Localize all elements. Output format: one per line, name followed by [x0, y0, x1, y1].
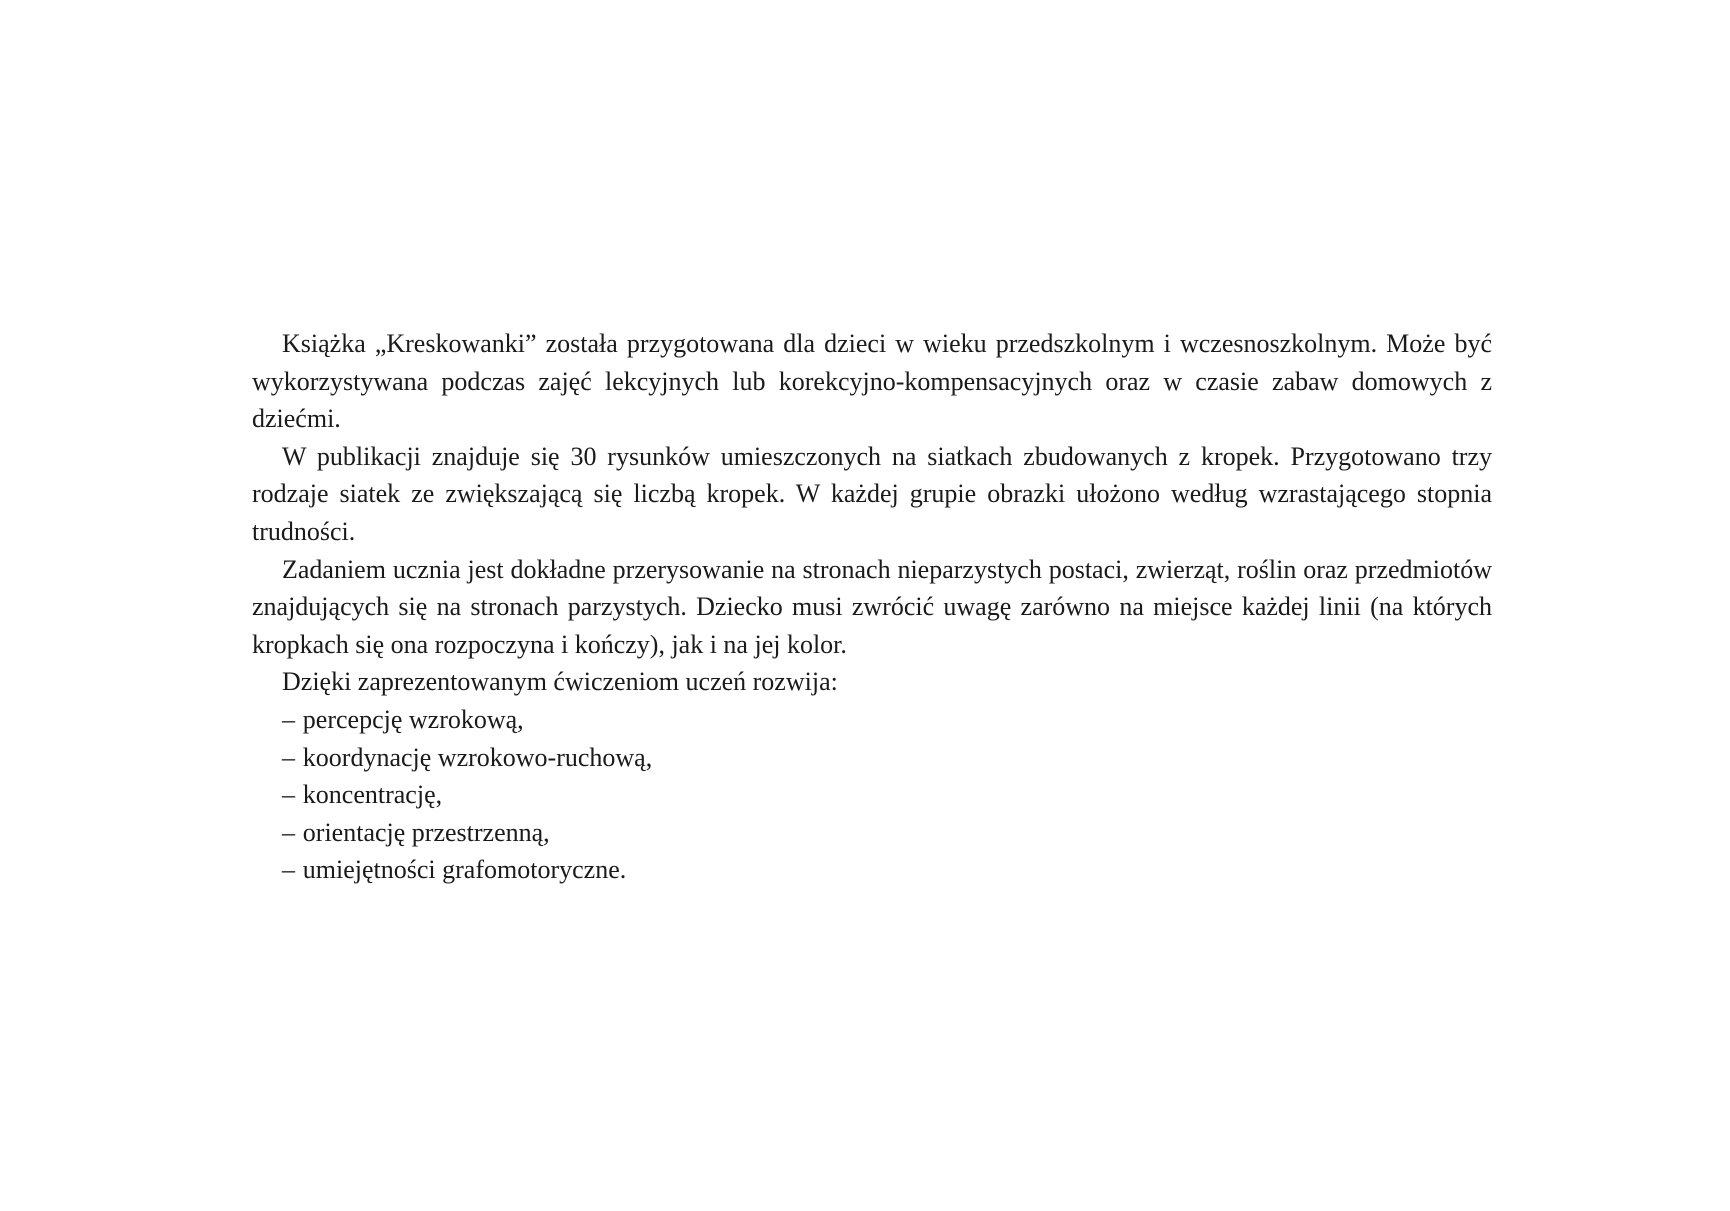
- list-marker: –: [282, 780, 295, 810]
- paragraph-intro: Książka „Kreskowanki” została przygotowana dla dzieci w wieku przedszkolnym i wczesnoszkolnym. Może być wykorzystywana podczas zajęć lekcyjnych lub korekcyjno-kompensacyjnych oraz w czasie zabaw domowych z dziećmi.: [252, 329, 1492, 434]
- list-item: [252, 739, 1492, 777]
- list-item: [252, 776, 1492, 814]
- list-marker: –: [282, 817, 295, 847]
- paragraph-skills-intro: Dzięki zaprezentowanym ćwiczeniom uczeń rozwija:: [282, 667, 838, 697]
- list-item-text: koordynację wzrokowo-ruchową,: [302, 742, 653, 772]
- list-marker: –: [282, 742, 295, 772]
- list-item: [252, 701, 1492, 739]
- list-item-text: percepcję wzrokową,: [302, 704, 524, 734]
- list-item-text: koncentrację,: [302, 780, 443, 810]
- list-item: [252, 851, 1492, 889]
- document-page: [252, 325, 1492, 889]
- list-item-text: umiejętności grafomotoryczne.: [302, 855, 627, 885]
- paragraph-publication: W publikacji znajduje się 30 rysunków umieszczonych na siatkach zbudowanych z kropek. Przygotowano trzy rodzaje siatek ze zwiększającą się liczbą kropek. W każdej grupie obrazki ułożono według wzrastającego stopnia trudności.: [252, 441, 1492, 546]
- skills-list: [252, 701, 1492, 889]
- list-marker: –: [282, 855, 295, 885]
- list-marker: –: [282, 704, 295, 734]
- list-item-text: orientację przestrzenną,: [302, 817, 550, 847]
- paragraph-task: Zadaniem ucznia jest dokładne przerysowanie na stronach nieparzystych postaci, zwierząt, roślin oraz przedmiotów znajdujących się na stronach parzystych. Dziecko musi zwrócić uwagę zarówno na miejsce każdej linii (na których kropkach się ona rozpoczyna i kończy), jak i na jej kolor.: [252, 554, 1492, 659]
- list-item: [252, 814, 1492, 852]
